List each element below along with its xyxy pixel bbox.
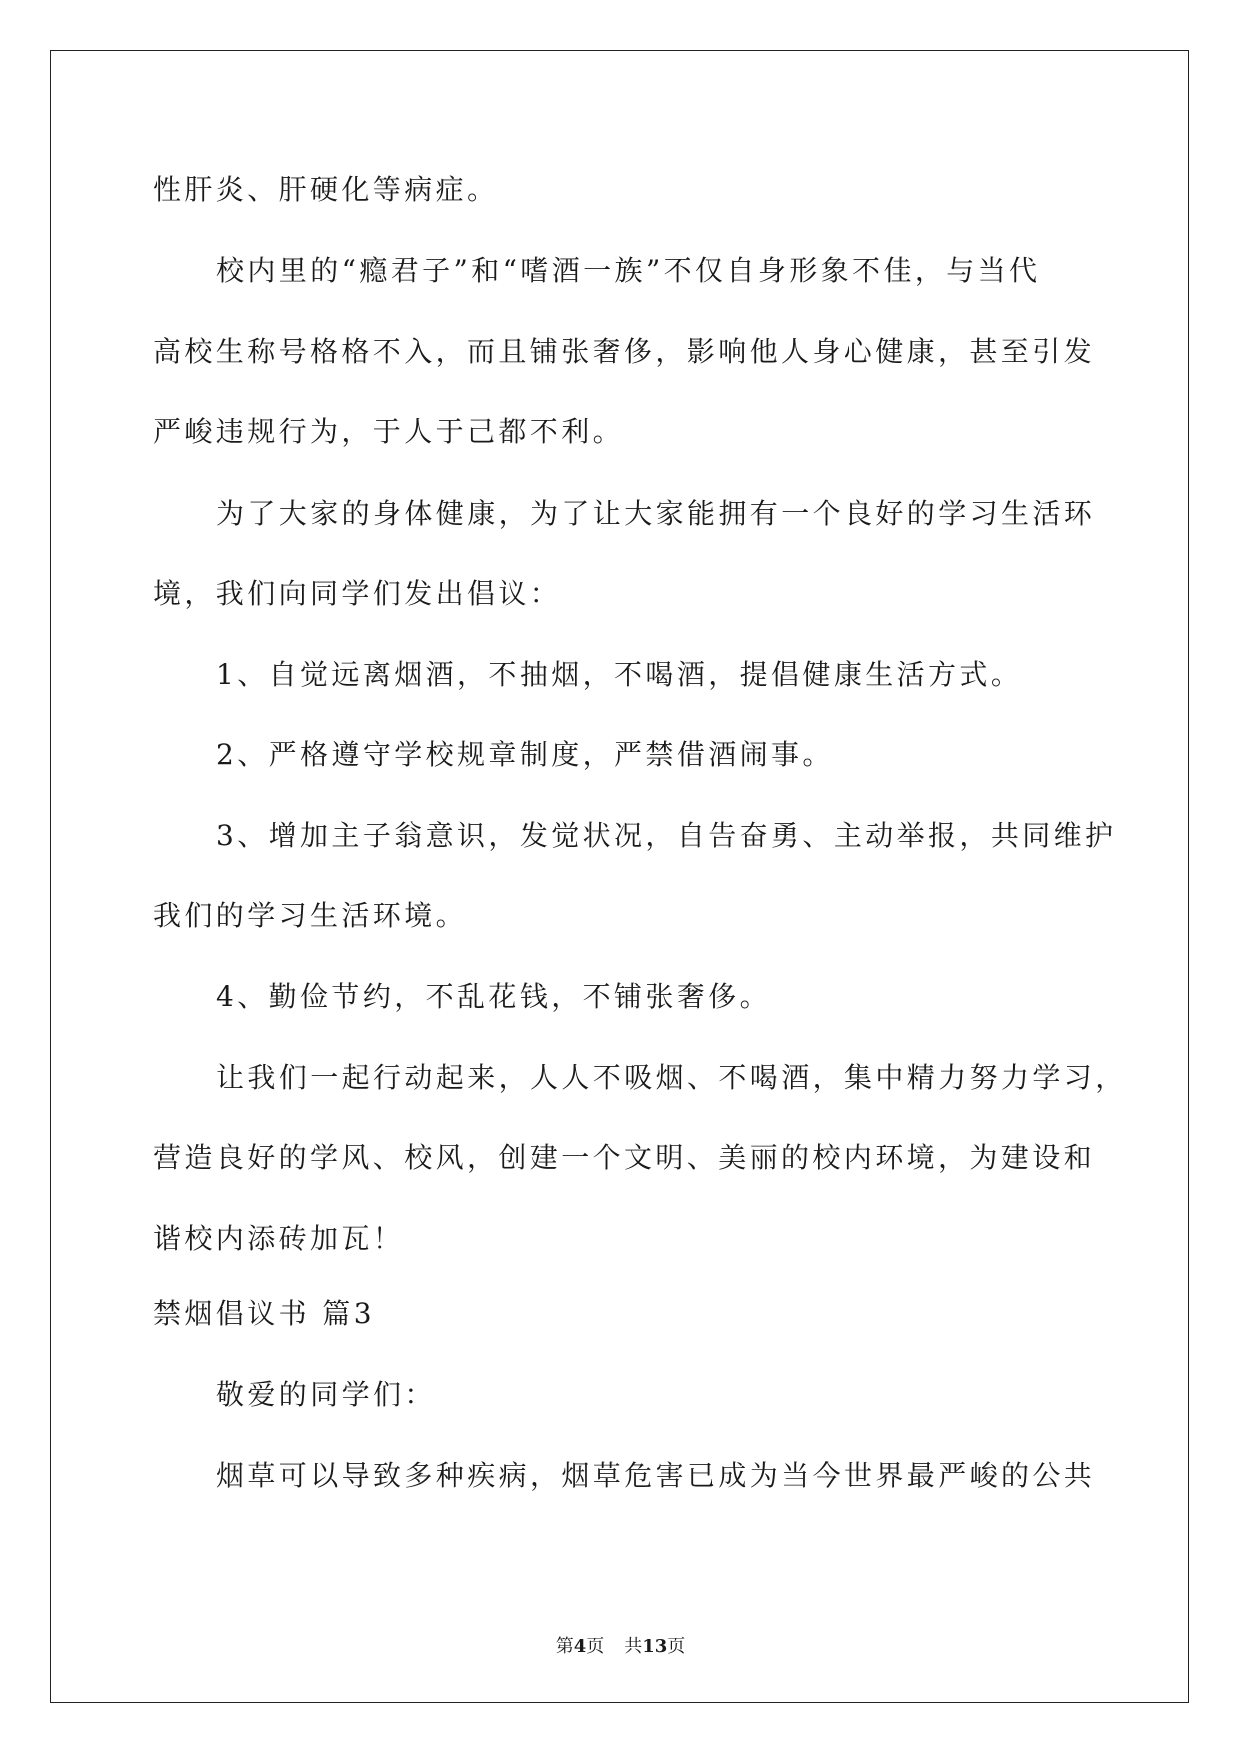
list-item: 3、增加主子翁意识，发觉状况，自告奋勇、主动举报，共同维护 [216,819,1117,852]
text-line: 烟草可以导致多种疾病，烟草危害已成为当今世界最严峻的公共 [216,1459,1096,1492]
list-item: 4、勤俭节约，不乱花钱，不铺张奢侈。 [216,980,772,1013]
text-line: 谐校内添砖加瓦！ [153,1222,405,1255]
footer-page-number: 4 [573,1636,587,1657]
text-line: 为了大家的身体健康，为了让大家能拥有一个良好的学习生活环 [216,497,1096,530]
text-line: 让我们一起行动起来，人人不吸烟、不喝酒，集中精力努力学习， [216,1061,1127,1094]
text-line: 我们的学习生活环境。 [153,899,468,932]
page-footer [0,1632,1241,1658]
text-line: 性肝炎、肝硬化等病症。 [153,173,499,206]
text-line: 营造良好的学风、校风，创建一个文明、美丽的校内环境，为建设和 [153,1141,1096,1174]
page-border [50,50,1189,1703]
section-heading: 禁烟倡议书 篇3 [153,1297,375,1330]
footer-prefix: 第 [555,1636,574,1657]
text-line: 境，我们向同学们发出倡议： [153,577,562,610]
footer-total-prefix: 共 [624,1636,643,1657]
salutation: 敬爱的同学们： [216,1378,436,1411]
footer-total-suffix: 页 [667,1636,686,1657]
footer-page-suffix: 页 [586,1636,605,1657]
list-item: 2、严格遵守学校规章制度，严禁借酒闹事。 [216,738,834,771]
text-line: 高校生称号格格不入，而且铺张奢侈，影响他人身心健康，甚至引发 [153,335,1096,368]
footer-total-pages: 13 [642,1636,668,1657]
text-line: 校内里的“瘾君子”和“嗜酒一族”不仅自身形象不佳，与当代 [216,254,1041,287]
text-line: 严峻违规行为，于人于己都不利。 [153,415,625,448]
list-item: 1、自觉远离烟酒，不抽烟，不喝酒，提倡健康生活方式。 [216,658,1023,691]
